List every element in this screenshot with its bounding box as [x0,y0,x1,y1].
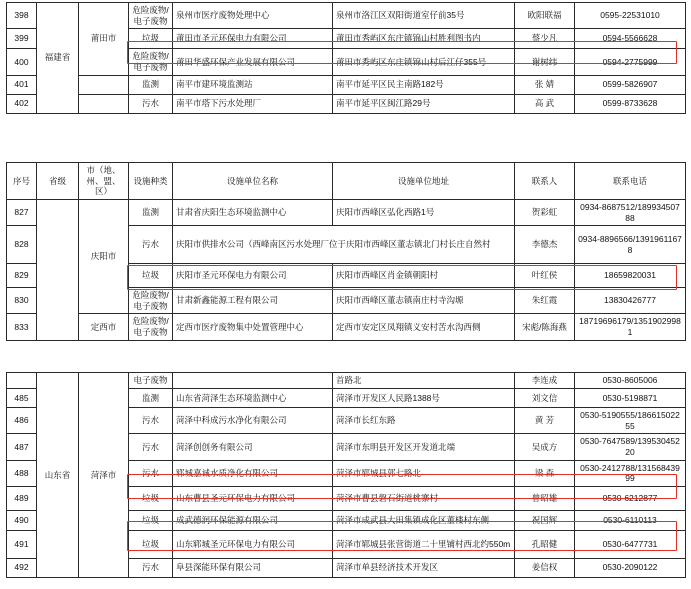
cell-contact-person: 姜信权 [515,558,575,577]
data-table-2 [6,162,686,341]
table-row [7,75,686,94]
cell-unit-address: 菏泽市东明县开发区开发道北端 [333,434,515,460]
cell-no: 829 [7,264,37,288]
cell-contact-tel: 0530-5198871 [575,389,686,408]
cell-unit-address: 泉州市洛江区双阳街道室仔前35号 [333,3,515,29]
cell-unit-address: 首路北 [333,373,515,389]
cell-contact-tel: 0595-22531010 [575,3,686,29]
cell-no: 485 [7,389,37,408]
data-table-3 [6,372,686,578]
cell-city: 菏泽市 [79,373,129,578]
cell-unit-address: 定西市安定区凤翔镇义安村苦水沟西侧 [333,314,515,340]
cell-no: 399 [7,29,37,49]
cell-kind: 危险废物/电子废物 [129,314,173,340]
cell-contact-person: 张 婧 [515,75,575,94]
cell-contact-tel: 0530-6212877 [575,486,686,510]
cell-unit-address: 菏泽市成武县大田集镇成化区董楼村东侧 [333,510,515,530]
cell-unit-address: 菏泽市郓城县郭七路北 [333,460,515,486]
cell-unit-name: 甘肃省庆阳生态环境监测中心 [173,199,333,225]
cell-unit-name: 阜县深能环保有限公司 [173,558,333,577]
table-block-shandong [6,372,685,578]
cell-contact-tel: 0530-2412788/13156843999 [575,460,686,486]
cell-contact-tel: 0530-6477731 [575,530,686,558]
cell-unit-address: 菏泽市开发区人民路1388号 [333,389,515,408]
cell-contact-tel: 18659820031 [575,264,686,288]
cell-contact-tel: 0530-7647589/13953045220 [575,434,686,460]
cell-kind: 污水 [129,408,173,434]
cell-contact-tel: 0594-5566628 [575,29,686,49]
cell-kind: 污水 [129,558,173,577]
cell-kind: 垃圾 [129,486,173,510]
column-header-unit-address: 设施单位地址 [333,163,515,200]
cell-unit-name: 定西市医疗废物集中处置管理中心 [173,314,333,340]
cell-unit-address: 莆田市秀屿区东庄镇锦山村后江仔355号 [333,49,515,75]
cell-unit-name: 莆田市圣元环保电力有限公司 [173,29,333,49]
cell-kind: 污水 [129,460,173,486]
cell-no: 402 [7,94,37,113]
cell-no: 400 [7,49,37,75]
table-row [7,94,686,113]
cell-unit-name: 山东曹县圣元环保电力有限公司 [173,486,333,510]
table-row [7,314,686,340]
cell-unit-address: 庆阳市西峰区董志镇南庄村寺沟塬 [333,288,515,314]
cell-kind: 污水 [129,226,173,264]
cell-contact-tel: 0530-8605006 [575,373,686,389]
cell-contact-tel: 0934-8896566/13919611678 [575,226,686,264]
cell-unit-address: 庆阳市西峰区肖金镇朝阳村 [333,264,515,288]
table-header-row [7,163,686,200]
cell-no: 401 [7,75,37,94]
cell-unit-address: 菏泽市郓城县张营街道二十里铺村西北约550m [333,530,515,558]
cell-no: 491 [7,530,37,558]
cell-contact-tel: 13830426777 [575,288,686,314]
cell-contact-person: 李连成 [515,373,575,389]
cell-unit-name: 南平市建环境监测站 [173,75,333,94]
cell-city [79,75,129,94]
cell-kind: 污水 [129,434,173,460]
cell-kind: 电子废物 [129,373,173,389]
cell-no: 398 [7,3,37,29]
cell-province: 福建省 [37,3,79,114]
column-header-province: 省级 [37,163,79,200]
cell-contact-person: 宋彪/陈海燕 [515,314,575,340]
column-header-unit-name: 设施单位名称 [173,163,333,200]
cell-contact-tel: 0599-5826907 [575,75,686,94]
cell-contact-tel: 0599-8733628 [575,94,686,113]
table-row [7,199,686,225]
cell-contact-person: 欧阳联福 [515,3,575,29]
cell-contact-person: 梁 森 [515,460,575,486]
cell-unit-name: 郓城嘉诚水质净化有限公司 [173,460,333,486]
cell-no: 830 [7,288,37,314]
data-table-1 [6,2,686,114]
cell-unit-name: 南平市塔下污水处理厂 [173,94,333,113]
cell-contact-tel: 0530-6110113 [575,510,686,530]
cell-contact-person: 吴成方 [515,434,575,460]
cell-contact-person: 黄 芳 [515,408,575,434]
cell-unit-name: 泉州市医疗废物处理中心 [173,3,333,29]
cell-unit-name: 庆阳市供排水公司（西峰南区污水处理厂位于庆阳市西峰区董志镇北门村长庄自然村 [173,226,515,264]
cell-no: 827 [7,199,37,225]
cell-kind: 危险废物/电子废物 [129,49,173,75]
cell-city: 定西市 [79,314,129,340]
column-header-contact-tel: 联系电话 [575,163,686,200]
cell-kind: 垃圾 [129,510,173,530]
page-gap-1 [0,146,691,162]
cell-no: 833 [7,314,37,340]
table-row [7,373,686,389]
cell-unit-address: 菏泽市长红东路 [333,408,515,434]
cell-kind: 垃圾 [129,530,173,558]
cell-kind: 危险废物/电子废物 [129,3,173,29]
cell-no: 487 [7,434,37,460]
column-header-no: 序号 [7,163,37,200]
cell-unit-name: 成武德润环保能源有限公司 [173,510,333,530]
cell-unit-address: 菏泽市单县经济技术开发区 [333,558,515,577]
cell-contact-tel: 0530-2090122 [575,558,686,577]
cell-no: 489 [7,486,37,510]
cell-contact-person: 高 武 [515,94,575,113]
cell-contact-tel: 0594-2775999 [575,49,686,75]
cell-unit-name: 山东郓城圣元环保电力有限公司 [173,530,333,558]
cell-contact-person: 朱红霞 [515,288,575,314]
column-header-city: 市（地、州、盟、区） [79,163,129,200]
cell-contact-person: 曾昭雄 [515,486,575,510]
cell-no: 488 [7,460,37,486]
cell-contact-person: 叶红侯 [515,264,575,288]
cell-contact-person: 谢树纬 [515,49,575,75]
cell-unit-name: 山东省菏泽生态环境监测中心 [173,389,333,408]
cell-unit-name: 甘肃新鑫能源工程有限公司 [173,288,333,314]
cell-contact-tel: 0934-8687512/18993450788 [575,199,686,225]
cell-kind: 监测 [129,75,173,94]
table-block-gansu [6,162,685,341]
cell-city [79,94,129,113]
cell-unit-name: 庆阳市圣元环保电力有限公司 [173,264,333,288]
cell-kind: 监测 [129,389,173,408]
cell-contact-person: 贺彩虹 [515,199,575,225]
cell-city: 莆田市 [79,3,129,76]
column-header-contact-person: 联系人 [515,163,575,200]
cell-kind: 污水 [129,94,173,113]
cell-unit-address: 庆阳市西峰区弘化西路1号 [333,199,515,225]
cell-contact-person: 祝国辉 [515,510,575,530]
cell-contact-person: 李德杰 [515,226,575,264]
cell-province: 山东省 [37,373,79,578]
table-block-fujian [6,2,685,114]
cell-city: 庆阳市 [79,199,129,314]
cell-contact-person: 孔昭健 [515,530,575,558]
cell-kind: 危险废物/电子废物 [129,288,173,314]
cell-unit-name: 菏泽创创务有限公司 [173,434,333,460]
cell-unit-name: 菏泽中科成污水净化有限公司 [173,408,333,434]
cell-no: 486 [7,408,37,434]
cell-province [37,199,79,340]
cell-no: 828 [7,226,37,264]
cell-kind: 监测 [129,199,173,225]
column-header-kind: 设施种类 [129,163,173,200]
cell-contact-person: 刘文信 [515,389,575,408]
cell-kind: 垃圾 [129,29,173,49]
cell-contact-person: 蔡少凡 [515,29,575,49]
cell-no [7,373,37,389]
cell-unit-address: 南平市延平区民主南路182号 [333,75,515,94]
cell-no: 492 [7,558,37,577]
cell-contact-tel: 18719696179/13519029981 [575,314,686,340]
cell-unit-address: 南平市延平区闽江路29号 [333,94,515,113]
table-row [7,3,686,29]
cell-unit-name: 莆田华盛环保产业发展有限公司 [173,49,333,75]
cell-unit-address: 菏泽市曹县磐石街道桃寨村 [333,486,515,510]
cell-kind: 垃圾 [129,264,173,288]
cell-unit-name [173,373,333,389]
page-gap-2 [0,358,691,372]
cell-contact-tel: 0530-5190555/18661502255 [575,408,686,434]
cell-unit-address: 莆田市秀屿区东庄镇锦山村胜利图书内 [333,29,515,49]
cell-no: 490 [7,510,37,530]
